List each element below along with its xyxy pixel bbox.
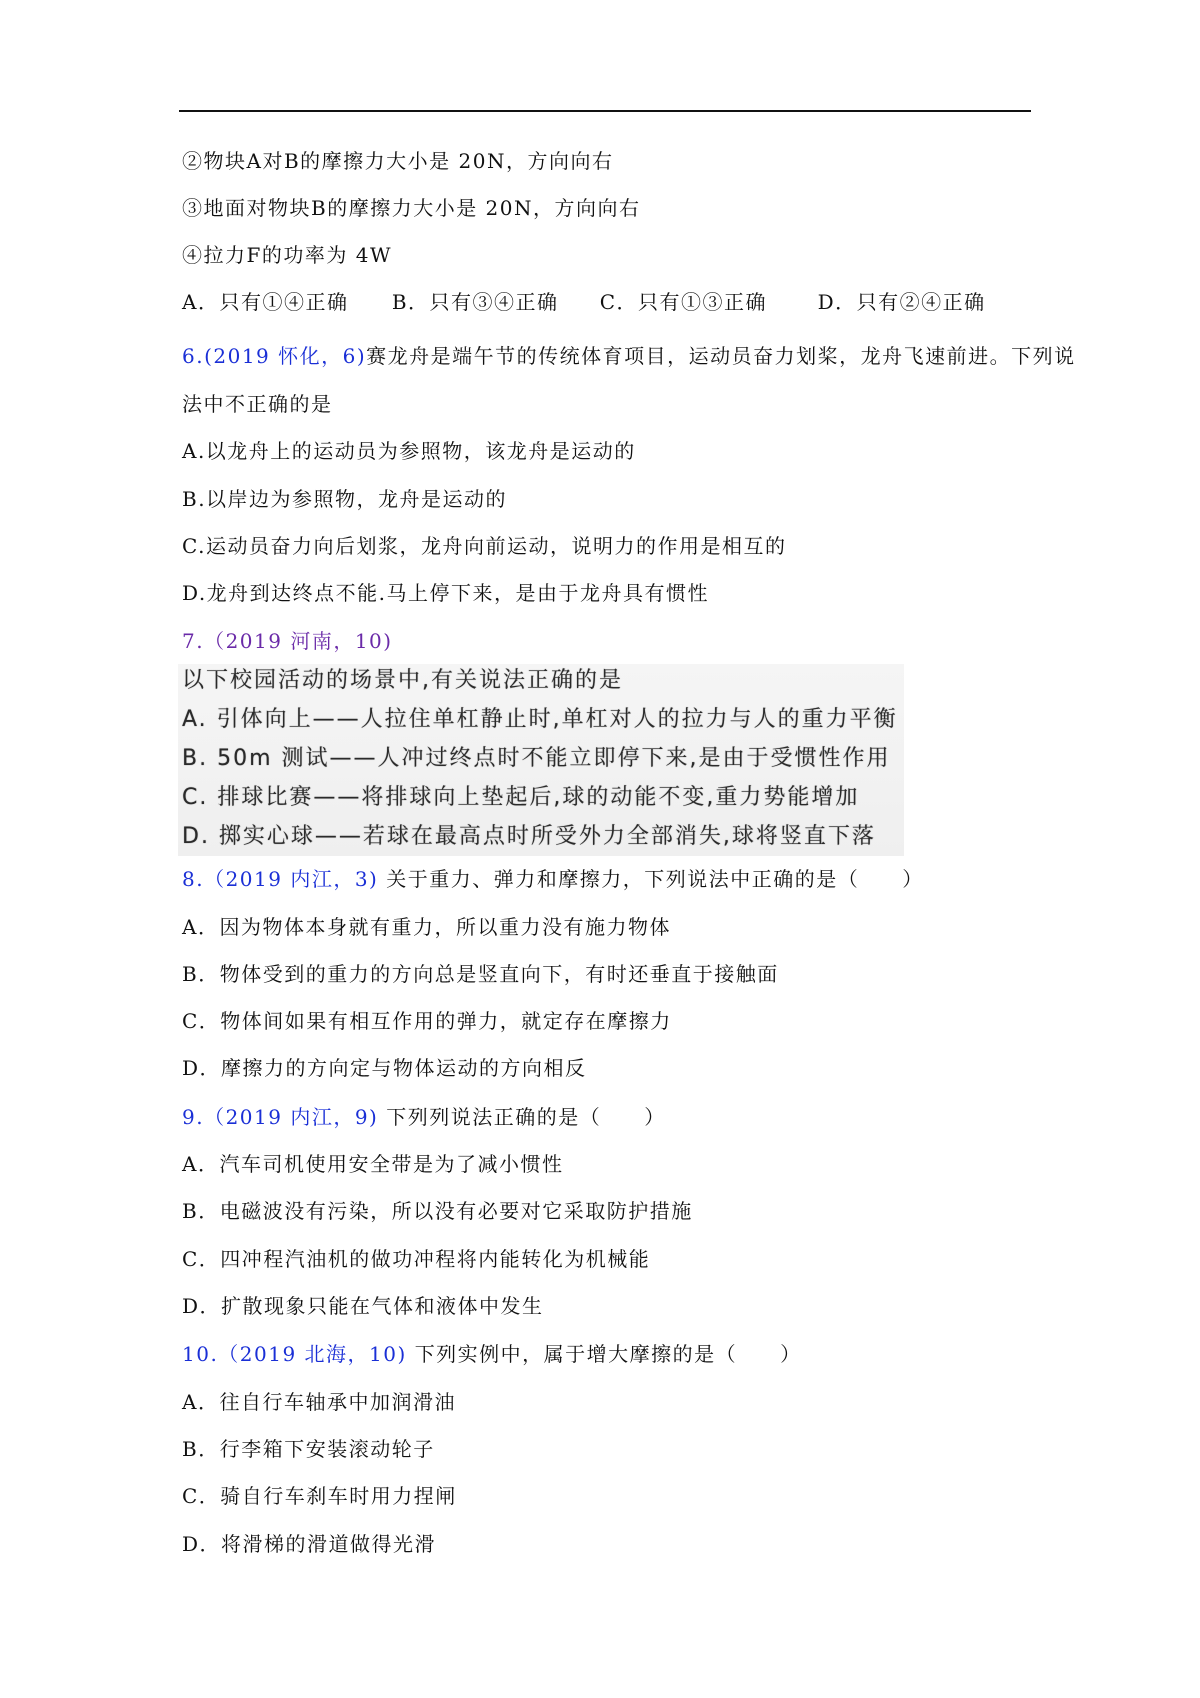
header-rule (179, 110, 1031, 112)
q9-option-c: C．四冲程汽油机的做功冲程将内能转化为机械能 (182, 1247, 651, 1271)
q9-option-d: D．扩散现象只能在气体和液体中发生 (182, 1294, 544, 1318)
q7-option-a: A. 引体向上——人拉住单杠静止时,单杠对人的拉力与人的重力平衡 (182, 707, 898, 732)
q10-option-a: A．往自行车轴承中加润滑油 (182, 1390, 456, 1414)
q9-option-b: B．电磁波没有污染，所以没有必要对它采取防护措施 (182, 1199, 693, 1223)
q6-stem-1: 赛龙舟是端午节的传统体育项目，运动员奋力划桨，龙舟飞速前进。下列说 (366, 344, 1076, 368)
q10-source: 10.（2019 北海，10) (182, 1342, 407, 1366)
q5-option-d: D．只有②④正确 (817, 290, 986, 314)
q8-option-a: A．因为物体本身就有重力，所以重力没有施力物体 (182, 915, 671, 939)
q6-source: 6.(2019 怀化，6) (182, 344, 367, 368)
q8-stem: 关于重力、弹力和摩擦力，下列说法中正确的是（ ） (386, 867, 924, 891)
q10-option-c: C．骑自行车刹车时用力捏闸 (182, 1484, 457, 1508)
q10-option-b: B．行李箱下安装滚动轮子 (182, 1437, 435, 1461)
q5-options (182, 289, 986, 315)
q7-stem: 以下校园活动的场景中,有关说法正确的是 (182, 668, 623, 693)
q7-option-c: C. 排球比赛——将排球向上垫起后,球的动能不变,重力势能增加 (182, 785, 860, 810)
q6-option-d: D.龙舟到达终点不能.马上停下来，是由于龙舟具有惯性 (182, 581, 710, 605)
q8-stem-line (182, 866, 924, 892)
q9-stem: 下列列说法正确的是（ ） (386, 1105, 666, 1129)
q9-stem-line (182, 1104, 666, 1130)
q8-option-d: D．摩擦力的方向定与物体运动的方向相反 (182, 1056, 587, 1080)
q6-stem-line1 (182, 343, 1076, 369)
q6-option-c: C.运动员奋力向后划浆，龙舟向前运动，说明力的作用是相互的 (182, 534, 787, 558)
q10-option-d: D．将滑梯的滑道做得光滑 (182, 1532, 437, 1556)
q5-option-b: B．只有③④正确 (391, 290, 559, 314)
q7-option-d: D. 掷实心球——若球在最高点时所受外力全部消失,球将竖直下落 (182, 824, 876, 849)
q8-option-b: B．物体受到的重力的方向总是竖直向下，有时还垂直于接触面 (182, 962, 779, 986)
q5-statement-2: ②物块A对B的摩擦力大小是 20N，方向向右 (182, 149, 614, 173)
q9-option-a: A．汽车司机使用安全带是为了减小惯性 (182, 1152, 564, 1176)
q6-option-b: B.以岸边为参照物，龙舟是运动的 (182, 487, 508, 511)
q8-option-c: C．物体间如果有相互作用的弹力，就定存在摩擦力 (182, 1009, 672, 1033)
q10-stem-line (182, 1341, 802, 1367)
q8-source: 8.（2019 内江，3) (182, 867, 379, 891)
q6-option-a: A.以龙舟上的运动员为参照物，该龙舟是运动的 (182, 439, 636, 463)
q9-source: 9.（2019 内江，9) (182, 1105, 379, 1129)
q5-option-c: C．只有①③正确 (599, 290, 768, 314)
q7-source: 7.（2019 河南，10) (182, 629, 393, 653)
q5-statement-3: ③地面对物块B的摩擦力大小是 20N，方向向右 (182, 196, 641, 220)
q5-option-a: A．只有①④正确 (182, 290, 349, 314)
q6-stem-2: 法中不正确的是 (182, 392, 333, 416)
q5-statement-4: ④拉力F的功率为 4W (182, 243, 393, 267)
q10-stem: 下列实例中，属于增大摩擦的是（ ） (414, 1342, 802, 1366)
q7-option-b: B. 50m 测试——人冲过终点时不能立即停下来,是由于受惯性作用 (182, 746, 891, 771)
